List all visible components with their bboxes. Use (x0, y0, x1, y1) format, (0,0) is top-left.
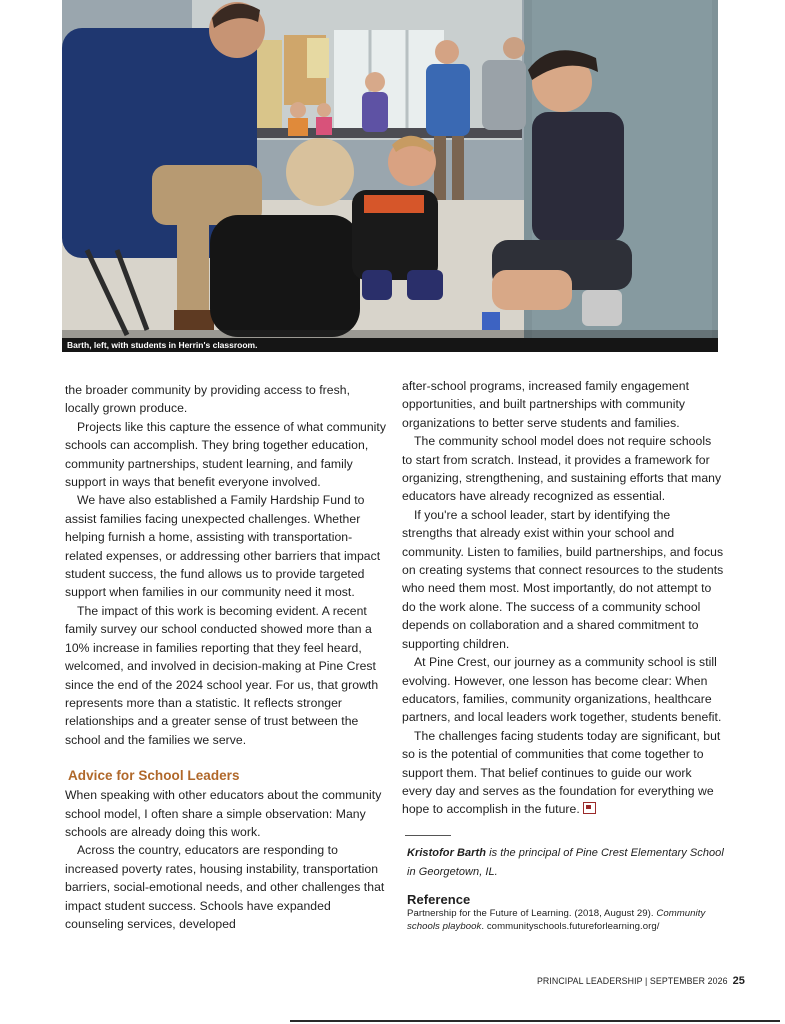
paragraph: At Pine Crest, our journey as a community school is still evolving. However, one lesson has become clear: When educators, families, community organizations, healthcare partners, and local leaders work together, students benefit. (402, 655, 722, 725)
paragraph: Across the country, educators are responding to increased poverty rates, housing instability, transportation barriers, social-emotional needs, and other challenges that impact student success. Schools have expanded counseling services, developed (65, 843, 385, 931)
paragraph-text: The challenges facing students today are significant, but so is the potential of communities that come together to support them. That belief continues to guide our work every day and serves as the foundation for everything we hope to accomplish in the future. (402, 728, 721, 817)
reference-heading: Reference (407, 891, 471, 907)
reference-url: . communityschools.futureforlearning.org/ (481, 920, 660, 932)
end-of-article-icon (583, 802, 596, 814)
paragraph-final (402, 727, 724, 819)
reference-title: Community schools playbook (407, 907, 706, 932)
publication-info: PRINCIPAL LEADERSHIP | SEPTEMBER 2026 (536, 976, 728, 986)
paragraph: after-school programs, increased family engagement opportunities, and built partnerships with community organizations to better serve students and families. (402, 379, 690, 430)
divider (405, 835, 451, 836)
section-heading: Advice for School Leaders (68, 768, 240, 784)
photo-caption: Barth, left, with students in Herrin's classroom. (62, 338, 718, 352)
paragraph: If you're a school leader, start by identifying the strengths that already exist within your school and community. Listen to families, build partnerships, and focus on creating systems that connect resources to the students who need them most. Most importantly, do not attempt to do the work alone. The success of a community school depends on collaboration and a shared commitment to supporting children. (402, 507, 724, 651)
paragraph: The impact of this work is becoming evident. A recent family survey our school conducted showed more than a 10% increase in families reporting that they feel heard, welcomed, and involved in decision-making at Pine Crest since the end of the 2024 school year. For us, that growth represents more than a statistic. It reflects stronger relationships and a greater sense of trust between the school and the families we serve. (65, 603, 379, 747)
page-footer (537, 975, 745, 987)
article-photo (62, 0, 718, 352)
paragraph: Projects like this capture the essence of what community schools can accomplish. They bring together education, community partnerships, student learning, and family support in ways that benefit everyone involved. (65, 419, 386, 490)
reference-entry (407, 908, 724, 934)
paragraph: the broader community by providing access to fresh, locally grown produce. (65, 383, 351, 416)
paragraph: When speaking with other educators about the community school model, I often share a simple observation: Many schools are already doing this work. (65, 788, 382, 839)
page-number: 25 (732, 975, 745, 987)
author-description: is the principal of Pine Crest Elementary School in Georgetown, IL. (407, 846, 724, 878)
reference-citation: Partnership for the Future of Learning. (2018, August 29). (407, 907, 657, 919)
paragraph: We have also established a Family Hardship Fund to assist families facing unexpected challenges. Whether helping furnish a home, assisting with transportation-related expenses, or addressing other barriers that impact student success, the fund allows us to provide targeted support when families in our community need it most. (65, 493, 381, 600)
bottom-rule (290, 1020, 780, 1022)
article-column-right (402, 377, 724, 933)
article-column-left (65, 381, 387, 933)
classroom-photo-illustration (62, 0, 718, 352)
author-name: Kristofor Barth (407, 846, 486, 859)
paragraph: The community school model does not require schools to start from scratch. Instead, it provides a framework for organizing, strengthening, and sustaining efforts that many educators have already recognized as essential. (402, 434, 722, 504)
author-bio (407, 844, 724, 882)
